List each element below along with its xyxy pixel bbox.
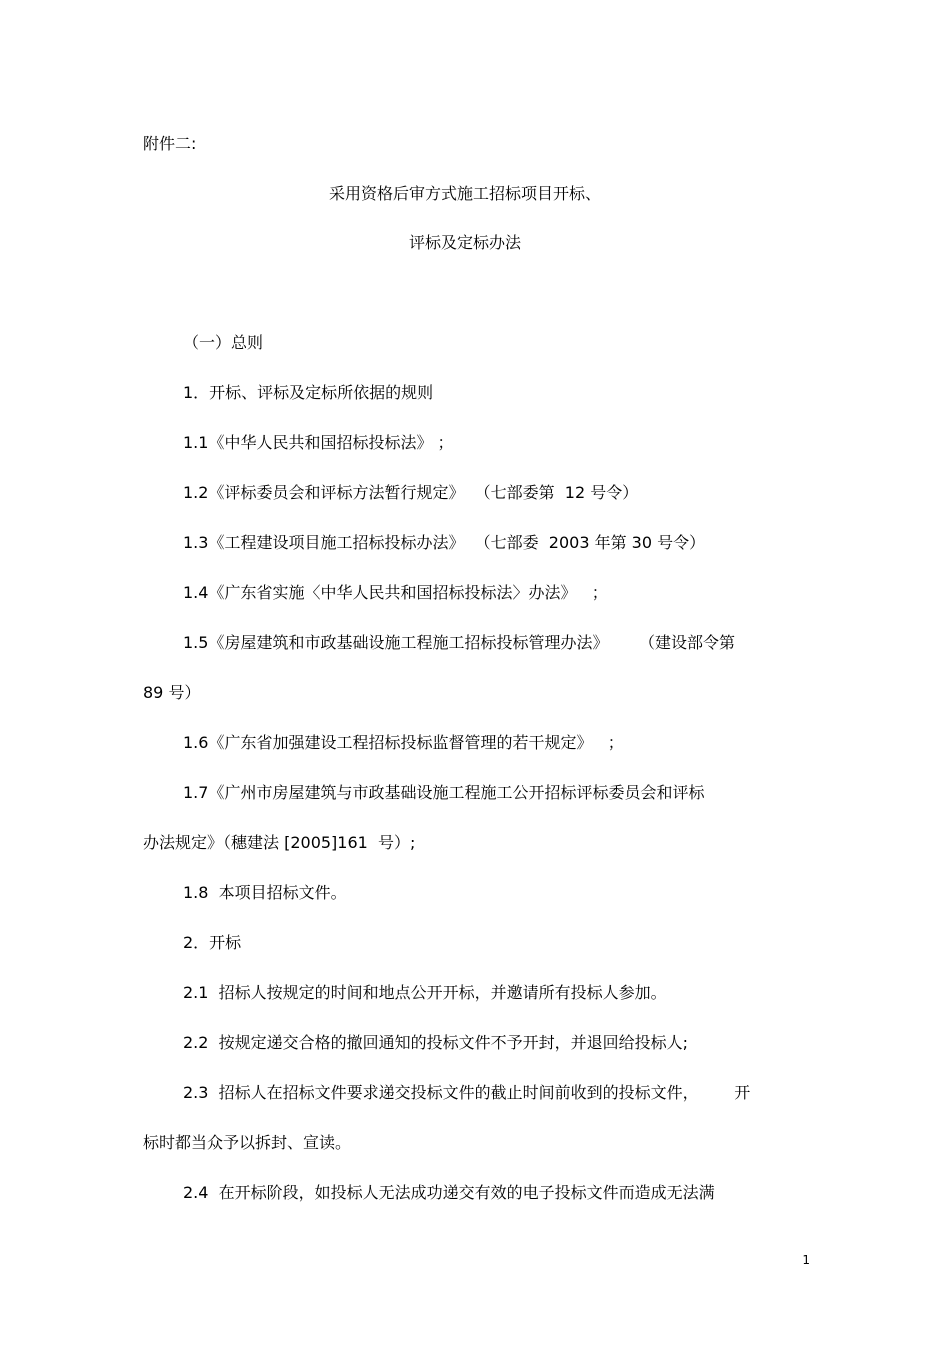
- paragraph-1-3: 1.3《工程建设项目施工招标投标办法》 （七部委 2003 年第 30 号令）: [183, 533, 706, 552]
- section-heading: （一）总则: [183, 333, 264, 352]
- paragraph-2-3-line-1: 2.3 招标人在招标文件要求递交投标文件的截止时间前收到的投标文件， 开: [183, 1083, 751, 1102]
- paragraph-1-4: 1.4《广东省实施〈中华人民共和国招标投标法〉办法》 ；: [183, 583, 608, 602]
- paragraph-1-5-line-1: 1.5《房屋建筑和市政基础设施工程施工招标投标管理办法》 （建设部令第: [183, 633, 735, 652]
- page-number: 1: [802, 1253, 810, 1267]
- paragraph-2-3-line-2: 标时都当众予以拆封、宣读。: [143, 1133, 352, 1152]
- paragraph-2: 2．开标: [183, 933, 242, 952]
- paragraph-1-7-line-1: 1.7《广州市房屋建筑与市政基础设施工程施工公开招标评标委员会和评标: [183, 783, 705, 802]
- paragraph-2-4: 2.4 在开标阶段，如投标人无法成功递交有效的电子投标文件而造成无法满: [183, 1183, 715, 1202]
- attachment-label: 附件二:: [143, 134, 197, 153]
- paragraph-1-6: 1.6《广东省加强建设工程招标投标监督管理的若干规定》 ；: [183, 733, 624, 752]
- paragraph-1: 1．开标、评标及定标所依据的规则: [183, 383, 434, 402]
- paragraph-2-1: 2.1 招标人按规定的时间和地点公开开标，并邀请所有投标人参加。: [183, 983, 667, 1002]
- paragraph-1-8: 1.8 本项目招标文件。: [183, 883, 347, 902]
- paragraph-1-7-line-2: 办法规定》（穗建法 [2005]161 号）;: [143, 833, 416, 852]
- document-title-line-2: 评标及定标办法: [408, 233, 521, 252]
- document-title-line-1: 采用资格后审方式施工招标项目开标、: [328, 184, 601, 203]
- paragraph-1-2: 1.2《评标委员会和评标方法暂行规定》 （七部委第 12 号令）: [183, 483, 639, 502]
- paragraph-1-1: 1.1《中华人民共和国招标投标法》 ；: [183, 433, 454, 452]
- paragraph-1-5-line-2: 89 号）: [143, 683, 201, 702]
- paragraph-2-2: 2.2 按规定递交合格的撤回通知的投标文件不予开封，并退回给投标人;: [183, 1033, 689, 1052]
